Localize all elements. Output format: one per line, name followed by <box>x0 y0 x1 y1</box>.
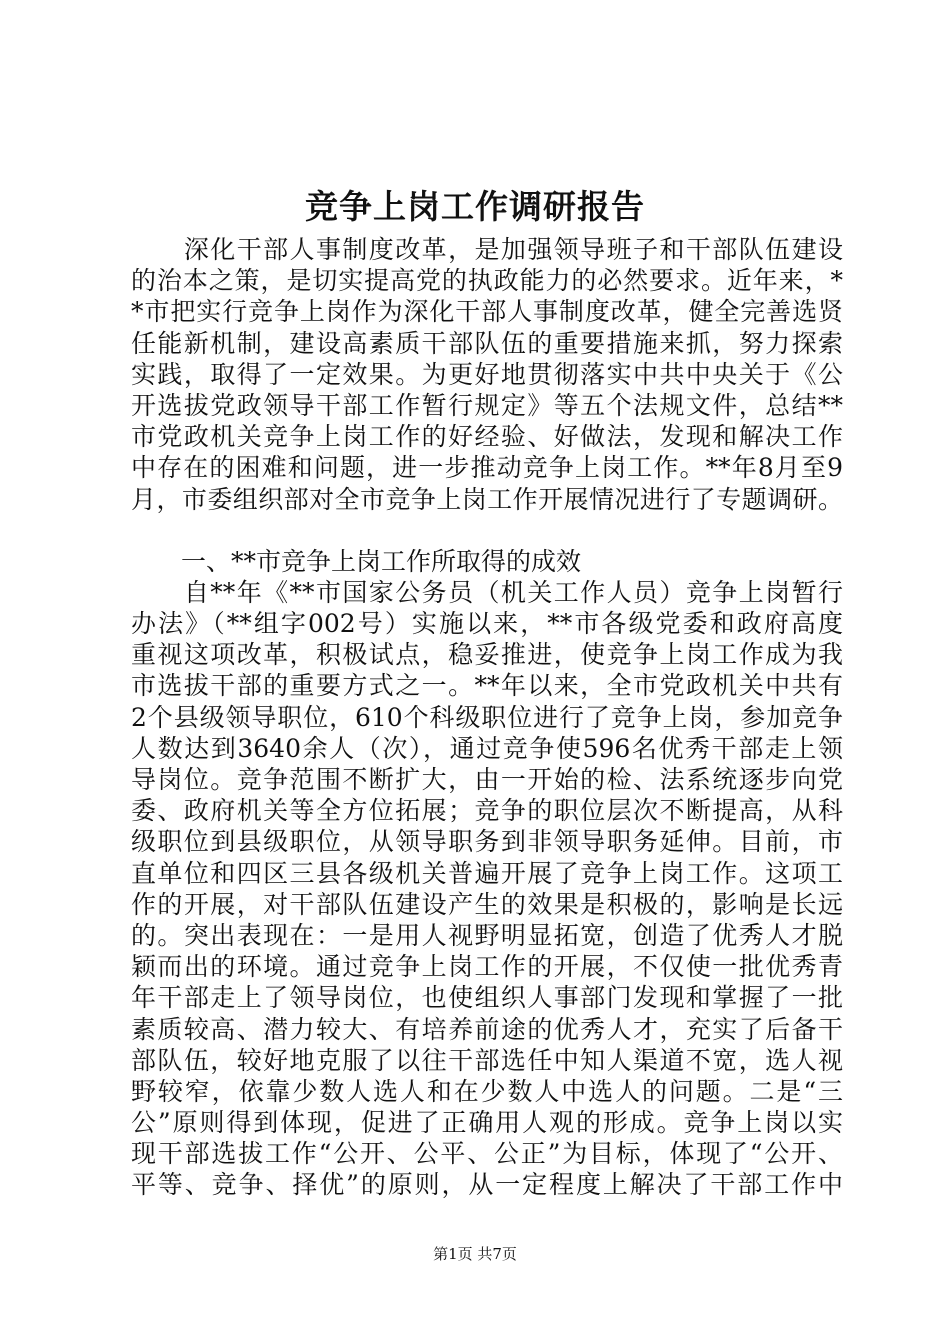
text-line: 公”原则得到体现，促进了正确用人观的形成。竞争上岗以实 <box>131 1108 843 1138</box>
text-line: 的。突出表现在：一是用人视野明显拓宽，创造了优秀人才脱 <box>131 920 843 950</box>
section-heading: 一、**市竞争上岗工作所取得的成效 <box>131 546 582 576</box>
page-number: 第1页 共7页 <box>433 1245 517 1263</box>
text-line: 实践，取得了一定效果。为更好地贯彻落实中共中央关于《公 <box>131 359 843 389</box>
text-line: 人数达到3640余人（次），通过竞争使596名优秀干部走上领 <box>131 733 843 763</box>
text-line: 作的开展，对干部队伍建设产生的效果是积极的，影响是长远 <box>131 889 843 919</box>
text-line: 办法》（**组字002号）实施以来，**市各级党委和政府高度 <box>131 609 843 639</box>
text-line: 颖而出的环境。通过竞争上岗工作的开展，不仅使一批优秀青 <box>131 952 843 982</box>
text-line: 平等、竞争、择优”的原则，从一定程度上解决了干部工作中 <box>131 1170 843 1200</box>
text-line: 市党政机关竞争上岗工作的好经验、好做法，发现和解决工作 <box>131 422 843 452</box>
text-line: 月，市委组织部对全市竞争上岗工作开展情况进行了专题调研。 <box>131 484 843 514</box>
text-line: 市选拔干部的重要方式之一。**年以来，全市党政机关中共有 <box>131 671 843 701</box>
page-title: 竞争上岗工作调研报告 <box>305 187 645 226</box>
text-line: 现干部选拔工作“公开、公平、公正”为目标，体现了“公开、 <box>131 1139 843 1169</box>
text-line: 年干部走上了领导岗位，也使组织人事部门发现和掌握了一批 <box>131 983 843 1013</box>
text-line: 级职位到县级职位，从领导职务到非领导职务延伸。目前，市 <box>131 827 843 857</box>
text-line: 2个县级领导职位，610个科级职位进行了竞争上岗，参加竞争 <box>131 702 843 732</box>
text-line: 中存在的困难和问题，进一步推动竞争上岗工作。**年8月至9 <box>131 453 843 483</box>
text-line: 重视这项改革，积极试点，稳妥推进，使竞争上岗工作成为我 <box>131 640 843 670</box>
text-line: 导岗位。竞争范围不断扩大，由一开始的检、法系统逐步向党 <box>131 765 843 794</box>
text-line: 素质较高、潜力较大、有培养前途的优秀人才，充实了后备干 <box>131 1014 843 1044</box>
text-line: *市把实行竞争上岗作为深化干部人事制度改革，健全完善选贤 <box>131 297 843 327</box>
text-line: 野较窄，依靠少数人选人和在少数人中选人的问题。二是“三 <box>131 1076 843 1106</box>
text-line: 深化干部人事制度改革，是加强领导班子和干部队伍建设 <box>131 235 843 264</box>
text-line: 部队伍，较好地克服了以往干部选任中知人渠道不宽，选人视 <box>131 1045 843 1075</box>
text-line: 任能新机制，建设高素质干部队伍的重要措施来抓，努力探索 <box>131 328 843 358</box>
text-line: 委、政府机关等全方位拓展；竞争的职位层次不断提高，从科 <box>131 796 843 826</box>
text-line: 自**年《**市国家公务员（机关工作人员）竞争上岗暂行 <box>131 577 843 607</box>
text-line: 的治本之策，是切实提高党的执政能力的必然要求。近年来，* <box>131 266 843 296</box>
paragraph-intro <box>131 234 843 515</box>
text-line: 直单位和四区三县各级机关普遍开展了竞争上岗工作。这项工 <box>131 858 843 888</box>
text-line: 开选拔党政领导干部工作暂行规定》等五个法规文件，总结** <box>131 390 843 420</box>
paragraph-achievements <box>131 577 843 1201</box>
document-body <box>131 234 843 1201</box>
paragraph-gap <box>131 515 843 546</box>
